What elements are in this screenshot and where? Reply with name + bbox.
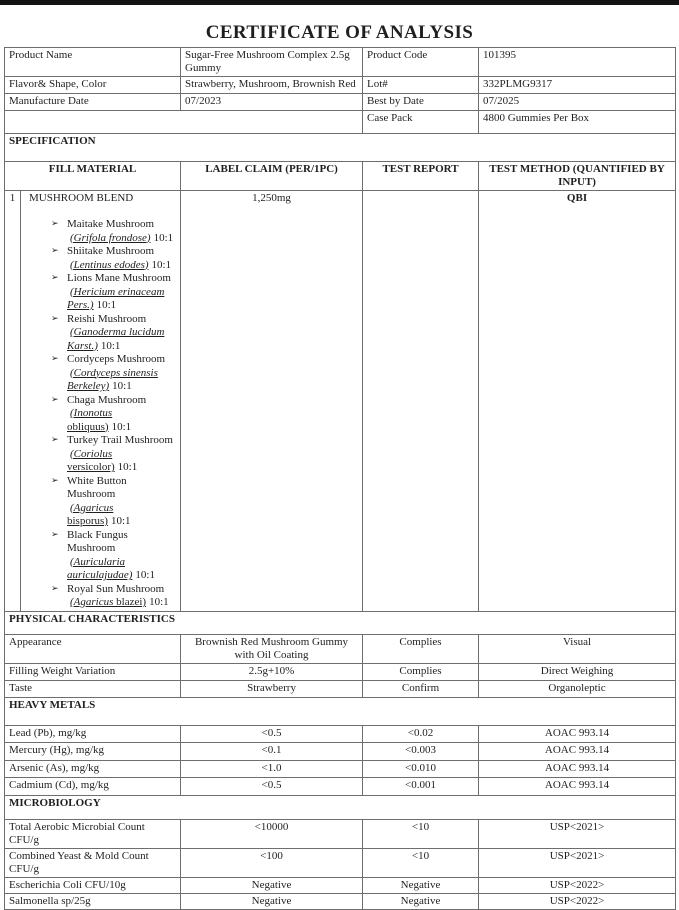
micro-claim: <10000 [181, 819, 363, 848]
arrow-bullet-icon: ➢ [51, 273, 59, 283]
physical-claim: Strawberry [181, 680, 363, 697]
mushroom-latin-name: (Coriolus versicolor) 10:1 [67, 447, 138, 473]
heavy-metal-method: AOAC 993.14 [479, 742, 676, 760]
mushroom-ratio: 10:1 [149, 596, 169, 608]
micro-method: USP<2021> [479, 848, 676, 877]
table-row [5, 111, 676, 134]
heavy-metal-method: AOAC 993.14 [479, 777, 676, 795]
list-item [25, 218, 176, 245]
row-number: 1 [5, 191, 21, 612]
table-row [5, 48, 676, 77]
flavor-shape-color-value: Strawberry, Mushroom, Brownish Red [181, 77, 363, 94]
list-item [25, 394, 176, 435]
mushroom-common-name: Cordyceps Mushroom [67, 353, 166, 365]
mushroom-ratio: 10:1 [135, 569, 155, 581]
mushroom-latin-name: (Agaricus bisporus) 10:1 [67, 501, 131, 527]
arrow-bullet-icon: ➢ [51, 583, 59, 594]
list-item [25, 313, 176, 354]
heavy-metal-report: <0.001 [363, 777, 479, 795]
micro-method: USP<2021> [479, 819, 676, 848]
mushroom-common-name: Turkey Trail Mushroom [67, 434, 173, 446]
arrow-bullet-icon: ➢ [51, 435, 59, 445]
microbiology-section-heading: MICROBIOLOGY [5, 795, 676, 819]
arrow-bullet-icon: ➢ [51, 529, 59, 540]
column-header-fill-material: FILL MATERIAL [5, 162, 181, 191]
table-row [5, 191, 676, 612]
blend-test-method: QBI [479, 191, 676, 612]
fill-material-cell [21, 191, 181, 612]
micro-test-name: Salmonella sp/25g [5, 893, 181, 909]
micro-method: USP<2022> [479, 877, 676, 893]
mushroom-ratio: 10:1 [112, 380, 132, 392]
product-code-label: Product Code [363, 48, 479, 77]
micro-test-name: Total Aerobic Microbial Count CFU/g [5, 819, 181, 848]
best-by-date-label: Best by Date [363, 94, 479, 111]
flavor-shape-color-label: Flavor& Shape, Color [5, 77, 181, 94]
case-pack-value: 4800 Gummies Per Box [479, 111, 676, 134]
mushroom-latin-name: (Agaricus blazei) 10:1 [70, 596, 169, 608]
mushroom-ratio: 10:1 [96, 299, 117, 311]
mushroom-common-name: White Button Mushroom [67, 474, 127, 500]
column-header-test-method: TEST METHOD (QUANTIFIED BY INPUT) [479, 162, 676, 191]
empty-cell [5, 111, 363, 134]
micro-report: <10 [363, 819, 479, 848]
table-row [5, 777, 676, 795]
mushroom-ratio: 10:1 [100, 339, 121, 352]
lot-number-label: Lot# [363, 77, 479, 94]
table-row [5, 94, 676, 111]
table-row [5, 663, 676, 680]
mushroom-common-name: Maitake Mushroom [67, 218, 155, 230]
list-item [25, 475, 176, 529]
heavy-metal-report: <0.010 [363, 760, 479, 777]
mushroom-latin-name: (Hericium erinaceam Pers.) 10:1 [67, 285, 165, 311]
micro-test-name: Escherichia Coli CFU/10g [5, 877, 181, 893]
physical-section-heading: PHYSICAL CHARACTERISTICS [5, 611, 676, 634]
heavy-metal-method: AOAC 993.14 [479, 725, 676, 742]
mushroom-ratio: 10:1 [151, 258, 172, 271]
mushroom-common-name: Lions Mane Mushroom [67, 272, 171, 284]
column-header-test-report: TEST REPORT [363, 162, 479, 191]
blend-title: MUSHROOM BLEND [29, 192, 134, 204]
mushroom-ratio: 10:1 [111, 420, 132, 433]
product-name-label: Product Name [5, 48, 181, 77]
heavy-metal-name: Arsenic (As), mg/kg [5, 760, 181, 777]
heavy-metal-claim: <1.0 [181, 760, 363, 777]
section-row [5, 611, 676, 634]
mushroom-latin-name: (Ganoderma lucidum Karst.) 10:1 [67, 326, 165, 352]
table-row [5, 634, 676, 663]
physical-test-name: Taste [5, 680, 181, 697]
mushroom-latin-name: (Inonotus obliquus) 10:1 [67, 407, 132, 433]
mushroom-common-name: Reishi Mushroom [67, 312, 147, 325]
mushroom-ratio: 10:1 [117, 461, 138, 473]
micro-report: <10 [363, 848, 479, 877]
document-title: CERTIFICATE OF ANALYSIS [205, 22, 474, 43]
physical-method: Direct Weighing [479, 663, 676, 680]
arrow-bullet-icon: ➢ [51, 394, 59, 405]
micro-claim: Negative [181, 877, 363, 893]
heavy-metals-section-heading: HEAVY METALS [5, 697, 676, 725]
mushroom-common-name: Royal Sun Mushroom [67, 582, 165, 595]
arrow-bullet-icon: ➢ [51, 246, 59, 256]
blend-test-report [363, 191, 479, 612]
product-code-value: 101395 [479, 48, 676, 77]
manufacture-date-value: 07/2023 [181, 94, 363, 111]
list-item [25, 583, 176, 610]
mushroom-common-name: Chaga Mushroom [67, 393, 147, 406]
arrow-bullet-icon: ➢ [51, 313, 59, 324]
heavy-metal-method: AOAC 993.14 [479, 760, 676, 777]
table-row [5, 742, 676, 760]
physical-test-name: Filling Weight Variation [5, 663, 181, 680]
micro-test-name: Combined Yeast & Mold Count CFU/g [5, 848, 181, 877]
heavy-metal-claim: <0.5 [181, 725, 363, 742]
mushroom-latin-name: (Cordyceps sinensis Berkeley) 10:1 [67, 366, 158, 392]
physical-test-name: Appearance [5, 634, 181, 663]
heavy-metal-claim: <0.1 [181, 742, 363, 760]
mushroom-ratio: 10:1 [153, 231, 174, 244]
physical-report: Complies [363, 634, 479, 663]
column-header-label-claim: LABEL CLAIM (PER/1PC) [181, 162, 363, 191]
specification-section-heading: SPECIFICATION [5, 134, 676, 162]
case-pack-label: Case Pack [363, 111, 479, 134]
physical-method: Visual [479, 634, 676, 663]
table-row [5, 893, 676, 909]
certificate-table [4, 47, 676, 910]
section-row [5, 697, 676, 725]
heavy-metal-claim: <0.5 [181, 777, 363, 795]
heavy-metal-name: Mercury (Hg), mg/kg [5, 742, 181, 760]
table-row [5, 725, 676, 742]
heavy-metal-name: Lead (Pb), mg/kg [5, 725, 181, 742]
page-top-scan-bar [0, 0, 679, 5]
micro-claim: Negative [181, 893, 363, 909]
table-row [5, 680, 676, 697]
arrow-bullet-icon: ➢ [51, 219, 59, 229]
mushroom-latin-name: (Auricularia auriculajudae) 10:1 [67, 555, 155, 581]
list-item [25, 272, 176, 313]
lot-number-value: 332PLMG9317 [479, 77, 676, 94]
table-row [5, 848, 676, 877]
physical-report: Confirm [363, 680, 479, 697]
table-row [5, 877, 676, 893]
section-row [5, 795, 676, 819]
mushroom-ratio: 10:1 [110, 515, 131, 527]
table-row [5, 819, 676, 848]
heavy-metal-report: <0.02 [363, 725, 479, 742]
micro-report: Negative [363, 877, 479, 893]
list-item [25, 529, 176, 583]
column-header-row [5, 162, 676, 191]
arrow-bullet-icon: ➢ [51, 354, 59, 364]
physical-method: Organoleptic [479, 680, 676, 697]
micro-method: USP<2022> [479, 893, 676, 909]
micro-claim: <100 [181, 848, 363, 877]
product-name-value: Sugar-Free Mushroom Complex 2.5g Gummy [181, 48, 363, 77]
blend-label-claim: 1,250mg [181, 191, 363, 612]
mushroom-common-name: Shiitake Mushroom [67, 245, 155, 257]
arrow-bullet-icon: ➢ [51, 475, 59, 486]
heavy-metal-name: Cadmium (Cd), mg/kg [5, 777, 181, 795]
table-row [5, 760, 676, 777]
table-row [5, 77, 676, 94]
mushroom-latin-name: (Grifola frondose) 10:1 [70, 231, 174, 244]
mushroom-latin-name: (Lentinus edodes) 10:1 [70, 258, 172, 271]
physical-claim: 2.5g+10% [181, 663, 363, 680]
micro-report: Negative [363, 893, 479, 909]
best-by-date-value: 07/2025 [479, 94, 676, 111]
list-item [25, 353, 176, 394]
list-item [25, 245, 176, 272]
physical-report: Complies [363, 663, 479, 680]
mushroom-common-name: Black Fungus Mushroom [67, 528, 128, 554]
list-item [25, 434, 176, 475]
physical-claim: Brownish Red Mushroom Gummy with Oil Coating [181, 634, 363, 663]
heavy-metal-report: <0.003 [363, 742, 479, 760]
section-row [5, 134, 676, 162]
manufacture-date-label: Manufacture Date [5, 94, 181, 111]
